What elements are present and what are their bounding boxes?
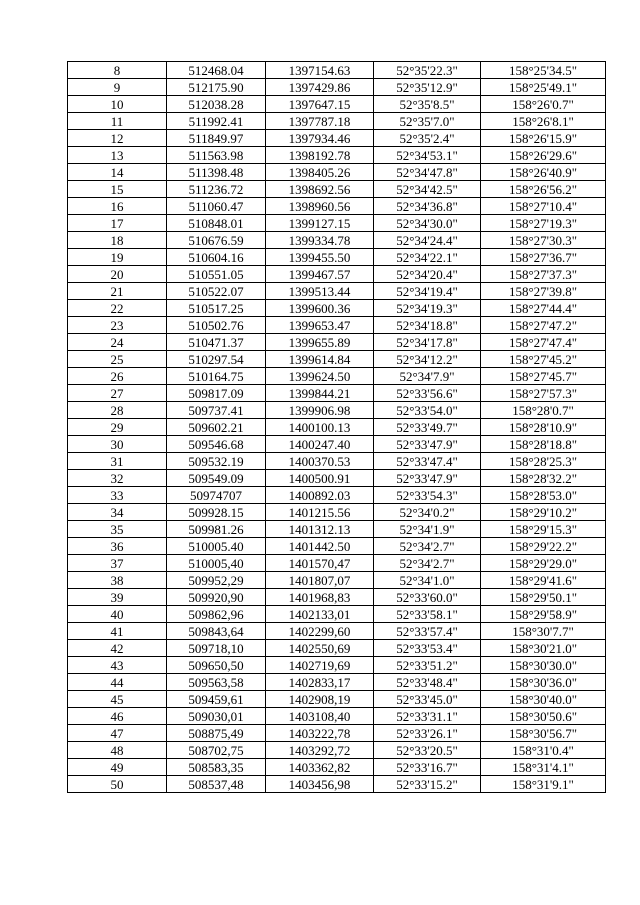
y-coordinate-cell: 1397154.63 bbox=[266, 62, 374, 79]
latitude-cell: 52°33'15.2" bbox=[374, 776, 481, 793]
latitude-cell: 52°34'2.7" bbox=[374, 538, 481, 555]
table-row bbox=[68, 589, 606, 606]
y-coordinate-cell: 1402299,60 bbox=[266, 623, 374, 640]
x-coordinate-cell: 509459,61 bbox=[167, 691, 266, 708]
point-number-cell: 30 bbox=[68, 436, 167, 453]
longitude-cell: 158°30'50.6" bbox=[481, 708, 606, 725]
table-row bbox=[68, 96, 606, 113]
x-coordinate-cell: 509817.09 bbox=[167, 385, 266, 402]
y-coordinate-cell: 1399614.84 bbox=[266, 351, 374, 368]
x-coordinate-cell: 509952,29 bbox=[167, 572, 266, 589]
latitude-cell: 52°34'19.4" bbox=[374, 283, 481, 300]
longitude-cell: 158°26'56.2" bbox=[481, 181, 606, 198]
coordinates-table-body bbox=[68, 62, 606, 793]
longitude-cell: 158°27'36.7" bbox=[481, 249, 606, 266]
point-number-cell: 26 bbox=[68, 368, 167, 385]
latitude-cell: 52°33'56.6" bbox=[374, 385, 481, 402]
x-coordinate-cell: 510848.01 bbox=[167, 215, 266, 232]
x-coordinate-cell: 509920,90 bbox=[167, 589, 266, 606]
y-coordinate-cell: 1398692.56 bbox=[266, 181, 374, 198]
table-row bbox=[68, 215, 606, 232]
y-coordinate-cell: 1403222,78 bbox=[266, 725, 374, 742]
latitude-cell: 52°34'12.2" bbox=[374, 351, 481, 368]
longitude-cell: 158°28'32.2" bbox=[481, 470, 606, 487]
x-coordinate-cell: 512468.04 bbox=[167, 62, 266, 79]
y-coordinate-cell: 1399334.78 bbox=[266, 232, 374, 249]
y-coordinate-cell: 1403456,98 bbox=[266, 776, 374, 793]
point-number-cell: 21 bbox=[68, 283, 167, 300]
x-coordinate-cell: 509928.15 bbox=[167, 504, 266, 521]
latitude-cell: 52°34'7.9" bbox=[374, 368, 481, 385]
latitude-cell: 52°35'7.0" bbox=[374, 113, 481, 130]
latitude-cell: 52°33'16.7" bbox=[374, 759, 481, 776]
point-number-cell: 27 bbox=[68, 385, 167, 402]
latitude-cell: 52°33'51.2" bbox=[374, 657, 481, 674]
y-coordinate-cell: 1403108,40 bbox=[266, 708, 374, 725]
longitude-cell: 158°28'25.3" bbox=[481, 453, 606, 470]
table-row bbox=[68, 130, 606, 147]
point-number-cell: 9 bbox=[68, 79, 167, 96]
y-coordinate-cell: 1402550,69 bbox=[266, 640, 374, 657]
latitude-cell: 52°33'57.4" bbox=[374, 623, 481, 640]
latitude-cell: 52°33'49.7" bbox=[374, 419, 481, 436]
longitude-cell: 158°26'40.9" bbox=[481, 164, 606, 181]
table-row bbox=[68, 232, 606, 249]
x-coordinate-cell: 512038.28 bbox=[167, 96, 266, 113]
x-coordinate-cell: 509650,50 bbox=[167, 657, 266, 674]
x-coordinate-cell: 508537,48 bbox=[167, 776, 266, 793]
latitude-cell: 52°34'42.5" bbox=[374, 181, 481, 198]
x-coordinate-cell: 509030,01 bbox=[167, 708, 266, 725]
x-coordinate-cell: 510676.59 bbox=[167, 232, 266, 249]
longitude-cell: 158°26'0.7" bbox=[481, 96, 606, 113]
longitude-cell: 158°29'29.0" bbox=[481, 555, 606, 572]
y-coordinate-cell: 1400247.40 bbox=[266, 436, 374, 453]
table-row bbox=[68, 453, 606, 470]
longitude-cell: 158°29'50.1" bbox=[481, 589, 606, 606]
y-coordinate-cell: 1399455.50 bbox=[266, 249, 374, 266]
y-coordinate-cell: 1401312.13 bbox=[266, 521, 374, 538]
table-row bbox=[68, 521, 606, 538]
y-coordinate-cell: 1399467.57 bbox=[266, 266, 374, 283]
table-row bbox=[68, 62, 606, 79]
y-coordinate-cell: 1398960.56 bbox=[266, 198, 374, 215]
latitude-cell: 52°33'20.5" bbox=[374, 742, 481, 759]
latitude-cell: 52°34'22.1" bbox=[374, 249, 481, 266]
table-row bbox=[68, 283, 606, 300]
y-coordinate-cell: 1397647.15 bbox=[266, 96, 374, 113]
table-row bbox=[68, 198, 606, 215]
x-coordinate-cell: 510005.40 bbox=[167, 538, 266, 555]
y-coordinate-cell: 1397787.18 bbox=[266, 113, 374, 130]
latitude-cell: 52°33'60.0" bbox=[374, 589, 481, 606]
x-coordinate-cell: 512175.90 bbox=[167, 79, 266, 96]
latitude-cell: 52°34'36.8" bbox=[374, 198, 481, 215]
longitude-cell: 158°27'47.2" bbox=[481, 317, 606, 334]
longitude-cell: 158°28'0.7" bbox=[481, 402, 606, 419]
table-row bbox=[68, 181, 606, 198]
point-number-cell: 42 bbox=[68, 640, 167, 657]
latitude-cell: 52°34'0.2" bbox=[374, 504, 481, 521]
longitude-cell: 158°27'44.4" bbox=[481, 300, 606, 317]
point-number-cell: 28 bbox=[68, 402, 167, 419]
longitude-cell: 158°27'10.4" bbox=[481, 198, 606, 215]
y-coordinate-cell: 1403362,82 bbox=[266, 759, 374, 776]
table-row bbox=[68, 436, 606, 453]
point-number-cell: 36 bbox=[68, 538, 167, 555]
latitude-cell: 52°34'18.8" bbox=[374, 317, 481, 334]
point-number-cell: 23 bbox=[68, 317, 167, 334]
table-row bbox=[68, 164, 606, 181]
latitude-cell: 52°33'26.1" bbox=[374, 725, 481, 742]
longitude-cell: 158°25'34.5" bbox=[481, 62, 606, 79]
longitude-cell: 158°27'45.7" bbox=[481, 368, 606, 385]
point-number-cell: 24 bbox=[68, 334, 167, 351]
latitude-cell: 52°33'58.1" bbox=[374, 606, 481, 623]
y-coordinate-cell: 1401968,83 bbox=[266, 589, 374, 606]
longitude-cell: 158°27'47.4" bbox=[481, 334, 606, 351]
longitude-cell: 158°26'8.1" bbox=[481, 113, 606, 130]
point-number-cell: 15 bbox=[68, 181, 167, 198]
point-number-cell: 25 bbox=[68, 351, 167, 368]
point-number-cell: 10 bbox=[68, 96, 167, 113]
point-number-cell: 39 bbox=[68, 589, 167, 606]
x-coordinate-cell: 511236.72 bbox=[167, 181, 266, 198]
longitude-cell: 158°28'18.8" bbox=[481, 436, 606, 453]
x-coordinate-cell: 510517.25 bbox=[167, 300, 266, 317]
y-coordinate-cell: 1403292,72 bbox=[266, 742, 374, 759]
table-row bbox=[68, 147, 606, 164]
x-coordinate-cell: 509563,58 bbox=[167, 674, 266, 691]
point-number-cell: 33 bbox=[68, 487, 167, 504]
table-row bbox=[68, 113, 606, 130]
y-coordinate-cell: 1399655.89 bbox=[266, 334, 374, 351]
table-row bbox=[68, 487, 606, 504]
y-coordinate-cell: 1399600.36 bbox=[266, 300, 374, 317]
latitude-cell: 52°34'1.9" bbox=[374, 521, 481, 538]
table-row bbox=[68, 572, 606, 589]
table-row bbox=[68, 317, 606, 334]
x-coordinate-cell: 510604.16 bbox=[167, 249, 266, 266]
y-coordinate-cell: 1399127.15 bbox=[266, 215, 374, 232]
x-coordinate-cell: 511992.41 bbox=[167, 113, 266, 130]
table-row bbox=[68, 249, 606, 266]
x-coordinate-cell: 508583,35 bbox=[167, 759, 266, 776]
point-number-cell: 35 bbox=[68, 521, 167, 538]
point-number-cell: 44 bbox=[68, 674, 167, 691]
longitude-cell: 158°26'29.6" bbox=[481, 147, 606, 164]
table-row bbox=[68, 300, 606, 317]
longitude-cell: 158°27'45.2" bbox=[481, 351, 606, 368]
x-coordinate-cell: 509546.68 bbox=[167, 436, 266, 453]
longitude-cell: 158°30'40.0" bbox=[481, 691, 606, 708]
table-row bbox=[68, 402, 606, 419]
point-number-cell: 50 bbox=[68, 776, 167, 793]
longitude-cell: 158°28'53.0" bbox=[481, 487, 606, 504]
point-number-cell: 22 bbox=[68, 300, 167, 317]
x-coordinate-cell: 509718,10 bbox=[167, 640, 266, 657]
latitude-cell: 52°33'45.0" bbox=[374, 691, 481, 708]
x-coordinate-cell: 511563.98 bbox=[167, 147, 266, 164]
longitude-cell: 158°30'36.0" bbox=[481, 674, 606, 691]
table-row bbox=[68, 555, 606, 572]
point-number-cell: 48 bbox=[68, 742, 167, 759]
longitude-cell: 158°30'7.7" bbox=[481, 623, 606, 640]
point-number-cell: 18 bbox=[68, 232, 167, 249]
longitude-cell: 158°25'49.1" bbox=[481, 79, 606, 96]
table-row bbox=[68, 742, 606, 759]
table-row bbox=[68, 759, 606, 776]
point-number-cell: 20 bbox=[68, 266, 167, 283]
x-coordinate-cell: 510297.54 bbox=[167, 351, 266, 368]
y-coordinate-cell: 1401570,47 bbox=[266, 555, 374, 572]
x-coordinate-cell: 509602.21 bbox=[167, 419, 266, 436]
y-coordinate-cell: 1401215.56 bbox=[266, 504, 374, 521]
point-number-cell: 29 bbox=[68, 419, 167, 436]
y-coordinate-cell: 1402719,69 bbox=[266, 657, 374, 674]
latitude-cell: 52°35'8.5" bbox=[374, 96, 481, 113]
y-coordinate-cell: 1399624.50 bbox=[266, 368, 374, 385]
point-number-cell: 19 bbox=[68, 249, 167, 266]
longitude-cell: 158°28'10.9" bbox=[481, 419, 606, 436]
table-row bbox=[68, 504, 606, 521]
x-coordinate-cell: 510522.07 bbox=[167, 283, 266, 300]
latitude-cell: 52°33'47.4" bbox=[374, 453, 481, 470]
latitude-cell: 52°34'47.8" bbox=[374, 164, 481, 181]
longitude-cell: 158°31'0.4" bbox=[481, 742, 606, 759]
x-coordinate-cell: 510005,40 bbox=[167, 555, 266, 572]
longitude-cell: 158°27'19.3" bbox=[481, 215, 606, 232]
longitude-cell: 158°30'21.0" bbox=[481, 640, 606, 657]
latitude-cell: 52°33'54.3" bbox=[374, 487, 481, 504]
y-coordinate-cell: 1402908,19 bbox=[266, 691, 374, 708]
latitude-cell: 52°33'31.1" bbox=[374, 708, 481, 725]
table-row bbox=[68, 606, 606, 623]
longitude-cell: 158°30'56.7" bbox=[481, 725, 606, 742]
latitude-cell: 52°33'47.9" bbox=[374, 436, 481, 453]
longitude-cell: 158°29'10.2" bbox=[481, 504, 606, 521]
point-number-cell: 14 bbox=[68, 164, 167, 181]
longitude-cell: 158°29'15.3" bbox=[481, 521, 606, 538]
latitude-cell: 52°35'12.9" bbox=[374, 79, 481, 96]
point-number-cell: 32 bbox=[68, 470, 167, 487]
y-coordinate-cell: 1397429.86 bbox=[266, 79, 374, 96]
longitude-cell: 158°27'39.8" bbox=[481, 283, 606, 300]
point-number-cell: 43 bbox=[68, 657, 167, 674]
x-coordinate-cell: 510502.76 bbox=[167, 317, 266, 334]
table-row bbox=[68, 640, 606, 657]
longitude-cell: 158°30'30.0" bbox=[481, 657, 606, 674]
x-coordinate-cell: 510551.05 bbox=[167, 266, 266, 283]
table-row bbox=[68, 776, 606, 793]
latitude-cell: 52°34'17.8" bbox=[374, 334, 481, 351]
x-coordinate-cell: 511060.47 bbox=[167, 198, 266, 215]
longitude-cell: 158°27'37.3" bbox=[481, 266, 606, 283]
longitude-cell: 158°31'9.1" bbox=[481, 776, 606, 793]
latitude-cell: 52°34'30.0" bbox=[374, 215, 481, 232]
longitude-cell: 158°29'41.6" bbox=[481, 572, 606, 589]
point-number-cell: 38 bbox=[68, 572, 167, 589]
point-number-cell: 16 bbox=[68, 198, 167, 215]
table-row bbox=[68, 334, 606, 351]
table-row bbox=[68, 470, 606, 487]
latitude-cell: 52°34'20.4" bbox=[374, 266, 481, 283]
table-row bbox=[68, 266, 606, 283]
latitude-cell: 52°34'1.0" bbox=[374, 572, 481, 589]
longitude-cell: 158°26'15.9" bbox=[481, 130, 606, 147]
latitude-cell: 52°34'2.7" bbox=[374, 555, 481, 572]
y-coordinate-cell: 1402133,01 bbox=[266, 606, 374, 623]
y-coordinate-cell: 1401442.50 bbox=[266, 538, 374, 555]
table-row bbox=[68, 657, 606, 674]
x-coordinate-cell: 509549.09 bbox=[167, 470, 266, 487]
latitude-cell: 52°33'53.4" bbox=[374, 640, 481, 657]
longitude-cell: 158°27'57.3" bbox=[481, 385, 606, 402]
y-coordinate-cell: 1401807,07 bbox=[266, 572, 374, 589]
x-coordinate-cell: 508875,49 bbox=[167, 725, 266, 742]
x-coordinate-cell: 509843,64 bbox=[167, 623, 266, 640]
point-number-cell: 41 bbox=[68, 623, 167, 640]
latitude-cell: 52°33'54.0" bbox=[374, 402, 481, 419]
point-number-cell: 40 bbox=[68, 606, 167, 623]
x-coordinate-cell: 509532.19 bbox=[167, 453, 266, 470]
table-row bbox=[68, 385, 606, 402]
point-number-cell: 13 bbox=[68, 147, 167, 164]
latitude-cell: 52°35'2.4" bbox=[374, 130, 481, 147]
x-coordinate-cell: 511849.97 bbox=[167, 130, 266, 147]
point-number-cell: 12 bbox=[68, 130, 167, 147]
table-row bbox=[68, 725, 606, 742]
latitude-cell: 52°33'47.9" bbox=[374, 470, 481, 487]
point-number-cell: 46 bbox=[68, 708, 167, 725]
y-coordinate-cell: 1399906.98 bbox=[266, 402, 374, 419]
table-row bbox=[68, 368, 606, 385]
point-number-cell: 37 bbox=[68, 555, 167, 572]
point-number-cell: 45 bbox=[68, 691, 167, 708]
x-coordinate-cell: 508702,75 bbox=[167, 742, 266, 759]
point-number-cell: 8 bbox=[68, 62, 167, 79]
longitude-cell: 158°27'30.3" bbox=[481, 232, 606, 249]
longitude-cell: 158°29'22.2" bbox=[481, 538, 606, 555]
y-coordinate-cell: 1400370.53 bbox=[266, 453, 374, 470]
x-coordinate-cell: 50974707 bbox=[167, 487, 266, 504]
y-coordinate-cell: 1398405.26 bbox=[266, 164, 374, 181]
x-coordinate-cell: 511398.48 bbox=[167, 164, 266, 181]
y-coordinate-cell: 1402833,17 bbox=[266, 674, 374, 691]
coordinates-table bbox=[67, 61, 606, 793]
table-row bbox=[68, 538, 606, 555]
point-number-cell: 11 bbox=[68, 113, 167, 130]
table-row bbox=[68, 79, 606, 96]
point-number-cell: 31 bbox=[68, 453, 167, 470]
table-row bbox=[68, 419, 606, 436]
table-row bbox=[68, 351, 606, 368]
latitude-cell: 52°33'48.4" bbox=[374, 674, 481, 691]
latitude-cell: 52°34'19.3" bbox=[374, 300, 481, 317]
x-coordinate-cell: 509981.26 bbox=[167, 521, 266, 538]
y-coordinate-cell: 1400500.91 bbox=[266, 470, 374, 487]
point-number-cell: 49 bbox=[68, 759, 167, 776]
table-row bbox=[68, 623, 606, 640]
x-coordinate-cell: 509737.41 bbox=[167, 402, 266, 419]
x-coordinate-cell: 510164.75 bbox=[167, 368, 266, 385]
y-coordinate-cell: 1397934.46 bbox=[266, 130, 374, 147]
longitude-cell: 158°29'58.9" bbox=[481, 606, 606, 623]
x-coordinate-cell: 510471.37 bbox=[167, 334, 266, 351]
y-coordinate-cell: 1400100.13 bbox=[266, 419, 374, 436]
latitude-cell: 52°34'53.1" bbox=[374, 147, 481, 164]
latitude-cell: 52°35'22.3" bbox=[374, 62, 481, 79]
table-row bbox=[68, 708, 606, 725]
longitude-cell: 158°31'4.1" bbox=[481, 759, 606, 776]
point-number-cell: 47 bbox=[68, 725, 167, 742]
latitude-cell: 52°34'24.4" bbox=[374, 232, 481, 249]
y-coordinate-cell: 1400892.03 bbox=[266, 487, 374, 504]
y-coordinate-cell: 1398192.78 bbox=[266, 147, 374, 164]
x-coordinate-cell: 509862,96 bbox=[167, 606, 266, 623]
y-coordinate-cell: 1399653.47 bbox=[266, 317, 374, 334]
table-row bbox=[68, 691, 606, 708]
y-coordinate-cell: 1399844.21 bbox=[266, 385, 374, 402]
point-number-cell: 17 bbox=[68, 215, 167, 232]
table-row bbox=[68, 674, 606, 691]
point-number-cell: 34 bbox=[68, 504, 167, 521]
y-coordinate-cell: 1399513.44 bbox=[266, 283, 374, 300]
